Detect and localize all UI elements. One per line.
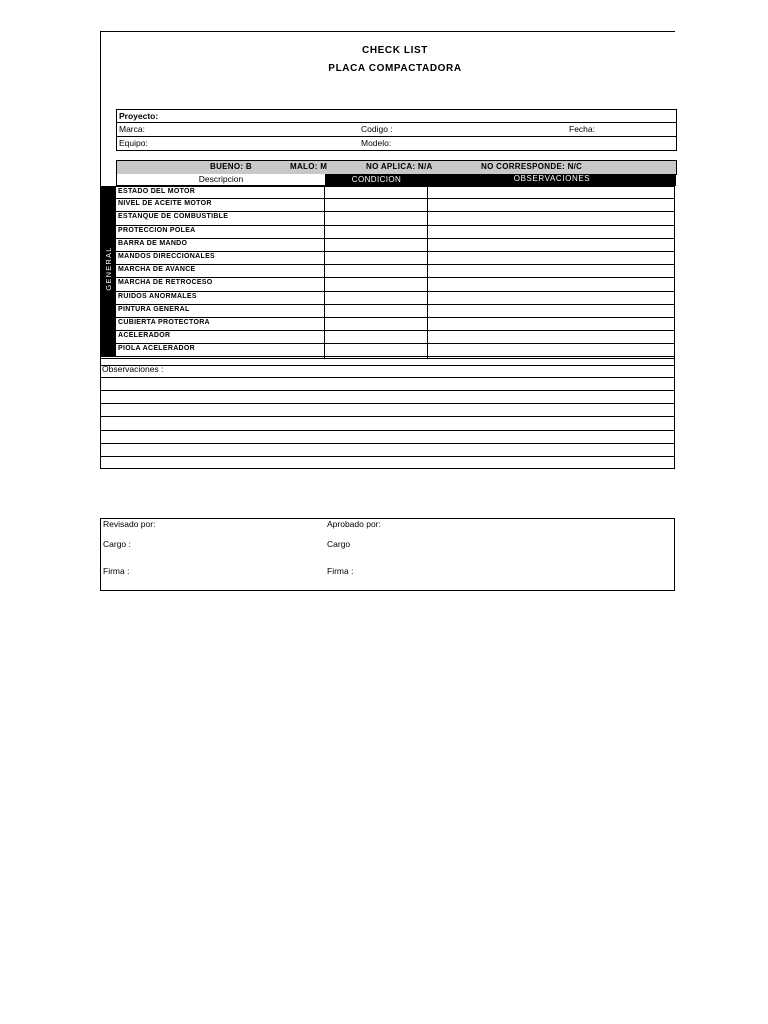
page-subtitle: PLACA COMPACTADORA: [328, 63, 462, 74]
table-row: [116, 226, 675, 239]
checklist-item-label: PROTECCION POLEA: [118, 226, 196, 234]
page-title: CHECK LIST: [362, 45, 428, 56]
table-row: [116, 252, 675, 265]
observaciones-area: [100, 358, 675, 469]
marca-label: Marca:: [119, 124, 145, 134]
checklist-item-label: ESTANQUE DE COMBUSTIBLE: [118, 213, 229, 221]
modelo-label: Modelo:: [361, 138, 392, 148]
condition-cell[interactable]: [325, 344, 427, 356]
observation-cell[interactable]: [428, 226, 674, 238]
checklist-table: [116, 186, 675, 357]
observation-cell[interactable]: [428, 278, 674, 290]
condition-cell[interactable]: [325, 252, 427, 264]
section-band-general: [101, 186, 116, 357]
table-row: [116, 239, 675, 252]
condition-cell[interactable]: [325, 199, 427, 211]
column-header-condicion: CONDICION: [325, 174, 428, 186]
checklist-item-label: RUIDOS ANORMALES: [118, 292, 197, 300]
observaciones-line[interactable]: [100, 358, 675, 359]
checklist-item-label: ACELERADOR: [118, 332, 171, 340]
condition-cell[interactable]: [325, 187, 427, 198]
table-row: [116, 265, 675, 278]
observaciones-line[interactable]: [100, 443, 675, 444]
observaciones-label: Observaciones :: [102, 364, 164, 374]
legend-bueno: BUENO: B: [210, 162, 252, 171]
condition-cell[interactable]: [325, 331, 427, 343]
condition-legend: [116, 160, 677, 175]
observation-cell[interactable]: [428, 239, 674, 251]
section-label-general: GENERAL: [104, 246, 113, 291]
checklist-item-label: MARCHA DE AVANCE: [118, 266, 196, 274]
observaciones-line[interactable]: [100, 468, 675, 469]
firma-left-label: Firma :: [103, 566, 130, 576]
observation-cell[interactable]: [428, 292, 674, 304]
project-info-box: [116, 109, 677, 151]
checklist-item-label: PINTURA GENERAL: [118, 305, 190, 313]
table-row: [116, 305, 675, 318]
condition-cell[interactable]: [325, 318, 427, 330]
observation-cell[interactable]: [428, 344, 674, 356]
legend-no-corresponde: NO CORRESPONDE: N/C: [481, 162, 583, 171]
table-row: [116, 199, 675, 212]
observaciones-line[interactable]: [100, 416, 675, 417]
checklist-item-label: CUBIERTA PROTECTORA: [118, 318, 210, 326]
observation-cell[interactable]: [428, 265, 674, 277]
observation-cell[interactable]: [428, 252, 674, 264]
signature-box: [100, 518, 675, 591]
firma-right-label: Firma :: [327, 566, 354, 576]
observation-cell[interactable]: [428, 199, 674, 211]
column-header-descripcion: Descripcion: [116, 174, 326, 186]
checklist-item-label: ESTADO DEL MOTOR: [118, 188, 196, 195]
condition-cell[interactable]: [325, 265, 427, 277]
legend-malo: MALO: M: [290, 162, 328, 171]
observaciones-line[interactable]: [100, 456, 675, 457]
observation-cell[interactable]: [428, 331, 674, 343]
checklist-item-label: MANDOS DIRECCIONALES: [118, 252, 216, 260]
codigo-label: Codigo :: [361, 124, 393, 134]
cargo-right-label: Cargo: [327, 539, 351, 549]
condition-cell[interactable]: [325, 292, 427, 304]
table-row: [116, 344, 675, 357]
fecha-label: Fecha:: [569, 124, 595, 134]
observation-cell[interactable]: [428, 187, 674, 198]
checklist-item-label: MARCHA DE RETROCESO: [118, 279, 213, 287]
table-row: [116, 331, 675, 344]
divider: [117, 136, 676, 137]
checklist-item-label: NIVEL DE ACEITE MOTOR: [118, 200, 212, 208]
cargo-left-label: Cargo :: [103, 539, 131, 549]
observation-cell[interactable]: [428, 305, 674, 317]
revisado-label: Revisado por:: [103, 519, 156, 529]
observaciones-line[interactable]: [100, 390, 675, 391]
form-top-border: [100, 31, 675, 32]
column-header-observaciones: OBSERVACIONES: [428, 174, 676, 186]
aprobado-label: Aprobado por:: [327, 519, 381, 529]
table-row: [116, 318, 675, 331]
observaciones-line[interactable]: [100, 403, 675, 404]
legend-no-aplica: NO APLICA: N/A: [366, 162, 433, 171]
table-row: [116, 186, 675, 199]
observaciones-line[interactable]: [100, 377, 675, 378]
observation-cell[interactable]: [428, 212, 674, 224]
condition-cell[interactable]: [325, 226, 427, 238]
proyecto-label: Proyecto:: [119, 111, 159, 121]
observation-cell[interactable]: [428, 318, 674, 330]
condition-cell[interactable]: [325, 212, 427, 224]
observaciones-line[interactable]: [100, 430, 675, 431]
equipo-label: Equipo:: [119, 138, 148, 148]
condition-cell[interactable]: [325, 278, 427, 290]
observaciones-line[interactable]: [100, 365, 675, 366]
table-row: [116, 278, 675, 291]
condition-cell[interactable]: [325, 305, 427, 317]
table-row: [116, 212, 675, 225]
checklist-item-label: PIOLA ACELERADOR: [118, 345, 196, 353]
table-row: [116, 292, 675, 305]
checklist-item-label: BARRA DE MANDO: [118, 239, 188, 247]
condition-cell[interactable]: [325, 239, 427, 251]
